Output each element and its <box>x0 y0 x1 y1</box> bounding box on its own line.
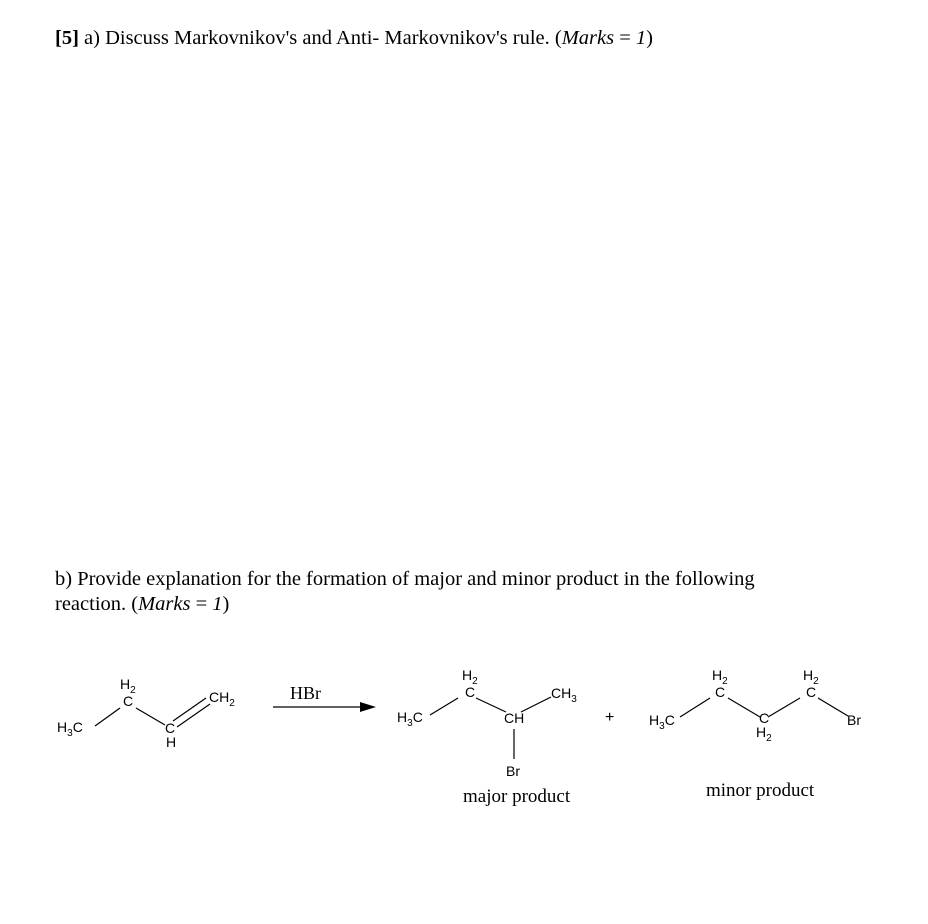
arrow-head-icon <box>360 702 376 712</box>
reactant-ch2-h2: $H_2$ <box>120 676 136 696</box>
question-b-line-1: b) Provide explanation for the formation of major and minor product in the following <box>55 568 755 590</box>
bond-n1 <box>680 698 710 717</box>
question-b-line-2-text: reaction. ( <box>55 592 139 615</box>
bond-m3 <box>521 697 551 712</box>
plus-sign: + <box>605 709 615 726</box>
minor-product-caption: minor product <box>706 780 815 801</box>
reagent-hbr: HBr <box>290 683 321 703</box>
marks-value: 1 <box>212 592 223 615</box>
major-ch2-h2: $H_2$ <box>462 667 478 687</box>
marks-value: 1 <box>635 27 647 49</box>
bond-n2 <box>728 698 760 717</box>
major-br: Br <box>506 763 520 779</box>
marks-label: Marks <box>138 592 191 615</box>
minor-ch2a-c: C <box>715 684 726 700</box>
major-ch3-left: $H_3C$ <box>397 709 423 729</box>
major-ch2-c: C <box>465 684 476 700</box>
major-ch3-right: $CH_3$ <box>551 685 577 705</box>
question-a-text: a) Discuss Markovnikov's and Anti- Markovnikov's rule. ( <box>78 27 562 49</box>
bond-r3a <box>173 698 206 721</box>
minor-ch2a-h2: $H_2$ <box>712 667 728 687</box>
question-number: [5] <box>55 27 79 49</box>
major-product-caption: major product <box>463 786 571 807</box>
reactant-terminal-ch2: $CH_2$ <box>209 689 235 709</box>
minor-ch2b-h2: $H_2$ <box>756 724 772 744</box>
marks-close: ) <box>646 27 653 49</box>
minor-ch3: $H_3C$ <box>649 712 675 732</box>
marks-label: Marks <box>561 27 615 49</box>
minor-br: Br <box>847 712 861 728</box>
marks-equals: = <box>190 592 213 615</box>
bond-n3 <box>768 698 800 717</box>
minor-ch2b-c: C <box>759 710 770 726</box>
marks-equals: = <box>614 27 636 49</box>
minor-ch2c-c: C <box>806 684 817 700</box>
reactant-ch-c: C <box>165 720 176 736</box>
bond-m1 <box>430 698 458 715</box>
bond-n4 <box>818 698 848 716</box>
bond-r3b <box>177 704 210 727</box>
reactant-ch2-c: C <box>123 693 134 709</box>
minor-ch2c-h2: $H_2$ <box>803 667 819 687</box>
bond-r2 <box>136 708 165 725</box>
bond-m2 <box>476 698 506 712</box>
reactant-ch3: $H_3C$ <box>57 719 83 739</box>
marks-close: ) <box>222 592 230 615</box>
bond-r1 <box>95 708 120 726</box>
reactant-ch-h: H <box>166 734 177 750</box>
major-ch: CH <box>504 710 525 726</box>
